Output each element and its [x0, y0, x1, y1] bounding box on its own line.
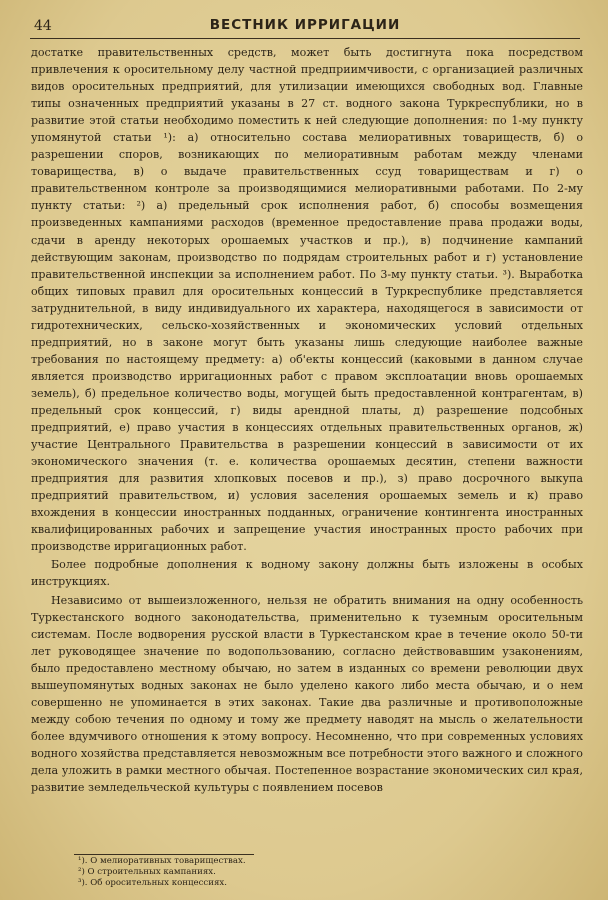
- footnote: ¹). О мелиоративных товариществах.: [78, 856, 246, 866]
- footnote-divider: [74, 854, 254, 855]
- page-header: [30, 14, 580, 39]
- article-body: [31, 44, 583, 796]
- footnote: ³). Об оросительных концессиях.: [78, 878, 227, 888]
- paragraph: Более подробные дополнения к водному закону должны быть изложены в особых инструкциях.: [31, 558, 583, 589]
- footnotes: [78, 856, 498, 889]
- journal-title: ВЕСТНИК ИРРИГАЦИИ: [209, 17, 401, 33]
- paragraph: Независимо от вышеизложенного, нельзя не обратить внимания на одну особенность Туркестанского водного законодательства, применительно к туземным оросительным системам. После водворения русской власти в Туркестанском крае в течение около 50-ти лет руководящее значение по водопользованию, согласно действовавшим узаконениям, было предоставлено местному обычаю, но затем в изданных со времени революции двух вышеупомянутых водных законах не было уделено какого либо места обычаю, и о нем совершенно не упоминается в этих законах. Такие два различные и противоположные между собою течения по одному и тому же предмету наводят на мысль о желательности более вдумчивого отношения к этому вопросу. Несомненно, что при современных условиях водного хозяйства представляется невозможным все потребности этого важного и сложного дела уложить в рамки местного обычая. Постепенное возрастание экономических сил края, развитие земледельческой культуры с появлением посевов: [31, 593, 583, 795]
- footnote: ²) О строительных кампаниях.: [78, 867, 216, 877]
- paragraph: достатке правительственных средств, может быть достигнута пока посредством привлечения к оросительному делу частной предприимчивости, с организацией различных видов оросительных предприятий, для утилизации имеющихся свободных вод. Главные типы означенных предприятий указаны в 27 ст. водного закона Туркреспублики, но в развитие этой статьи необходимо поместить к ней следующие дополнения: по 1-му пункту упомянутой статьи ¹): а) относительно состава мелиоративных товариществ, б) о разрешении споров, возникающих по мелиоративным работам между членами товарищества, в) о выдаче правительственных ссуд товариществам и г) о правительственном контроле за производящимися мелиоративными работами. По 2-му пункту статьи: ²) а) предельный срок исполнения работ, б) способы возмещения произведенных кампаниями расходов (временное предоставление права продажи воды, сдачи в аренду некоторых орошаемых участков и пр.), в) подчинение кампаний действующим законам, производство по подрядам строительных работ и г) установление правительственной инспекции за исполнением работ. По 3-му пункту статьи. ³). Выработка общих типовых правил для оросительных концессий в Туркреспублике представляется затруднительной, в виду индивидуального их характера, находящегося в зависимости от гидротехнических, сельско-хозяйственных и экономических условий отдельных предприятий, но в законе могут быть указаны лишь следующие наиболее важные требования по настоящему предмету: а) об'екты концессий (каковыми в данном случае является производство ирригационных работ с правом эксплоатации вновь орошаемых земель), б) предельное количество воды, могущей быть предоставленной контрагентам, в) предельный срок концессий, г) виды арендной платы, д) разрешение подсобных предприятий, е) право участия в концессиях отдельных правительственных органов, ж) участие Центрального Правительства в разрешении концессий в зависимости от их экономического значения (т. е. количества орошаемых десятин, степени важности предприятия для развития хлопковых посевов и пр.), з) право досрочного выкупа предприятий правительством, и) условия заселения орошаемых земель и к) право вхождения в концессии иностранных подданных, ограничение контингента иностранных квалифицированных рабочих и запрещение участия иностранных просто рабочих при производстве ирригационных работ.: [31, 46, 583, 554]
- page-number: 44: [34, 18, 52, 34]
